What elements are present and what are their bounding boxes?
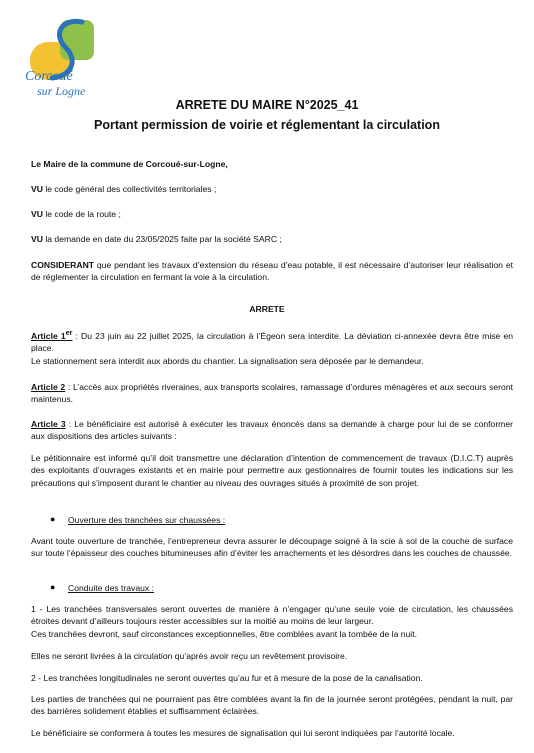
vu-item: VU la demande en date du 23/05/2025 faite par la société SARC ;	[31, 234, 282, 244]
parties-paragraph: Les parties de tranchées qui ne pourraient pas être comblées avant la fin de la journée seront protégées, pendant la nuit, par des barrières solidement établies et suffisamment éclairées.	[31, 694, 513, 717]
article-3: Article 3 : Le bénéficiaire est autorisé à exécuter les travaux énoncés dans sa demande à charge pour lui de se conformer aux dispositions des articles suivants :	[31, 419, 513, 442]
conduite-2: 2 - Les tranchées longitudinales ne seront ouvertes qu’au fur et à mesure de la pose de la canalisation.	[31, 673, 423, 683]
article-1: Article 1er : Du 23 juin au 22 juillet 2025, la circulation à l’Égeon sera interdite. La déviation ci-annexée devra être mise en place. Le stationnement sera interdit aux abords du chantier. La signalisation sera déposée par le demandeur.	[31, 329, 513, 366]
decree-subject: Portant permission de voirie et réglementant la circulation	[94, 118, 440, 132]
vu-item: VU le code général des collectivités territoriales ;	[31, 184, 217, 194]
decree-number: ARRETE DU MAIRE N°2025_41	[175, 98, 359, 112]
logo-wordmark	[25, 70, 85, 98]
ouverture-paragraph: Avant toute ouverture de tranchée, l’entrepreneur devra assurer le découpage soigné à la scie à sol de la couche de surface sur toute l’épaisseur des couches bitumineuses afin d’éviter les arrachements et les désordres dans les couches de chaussée.	[31, 536, 513, 559]
mayor-intro: Le Maire de la commune de Corcoué-sur-Logne,	[31, 159, 228, 169]
vu-item: VU le code de la route ;	[31, 209, 121, 219]
considerant: CONSIDERANT que pendant les travaux d’extension du réseau d’eau potable, il est nécessaire d’autoriser leur réalisation et de réglementer la circulation en fermant la voie à la circulation.	[31, 260, 513, 283]
dict-paragraph: Le pétitionnaire est informé qu’il doit transmettre une déclaration d’intention de commencement de travaux (D.I.C.T) auprès des exploitants d’ouvrages existants et en mairie pour permettre aux gestionnaires de fournir toutes les indications sur les précautions qui s’imposent durant le chantier au niveau des ouvrages situés à proximité de son projet.	[31, 453, 513, 488]
bullet-dot: ●	[50, 514, 56, 524]
bullet-conduite: Conduite des travaux :	[68, 583, 154, 593]
bullet-ouverture: Ouverture des tranchées sur chaussées :	[68, 515, 226, 525]
logo-name-line1: Corcoué	[25, 69, 73, 84]
conduite-livrees: Elles ne seront livrées à la circulation qu’après avoir reçu un revêtement provisoire.	[31, 651, 348, 661]
final-paragraph: Le bénéficiaire se conformera à toutes les mesures de signalisation qui lui seront indiquées par l’autorité locale.	[31, 728, 455, 738]
conduite-1: 1 - Les tranchées transversales seront ouvertes de manière à n’engager qu’une seule voie de circulation, les chaussées étroites devant d’ailleurs toujours rester accessibles sur la moitié au moins de leur largeur. Ces tranchées devront, sauf circonstances exceptionnelles, être comblées avant la tombée de la nuit.	[31, 604, 513, 639]
article-2: Article 2 : L’accès aux propriétés riveraines, aux transports scolaires, ramassage d’ordures ménagères et aux secours seront maintenus.	[31, 382, 513, 405]
arrete-heading: ARRETE	[249, 304, 285, 314]
logo-name-line2: sur Logne	[37, 84, 86, 98]
bullet-dot: ●	[50, 582, 56, 592]
